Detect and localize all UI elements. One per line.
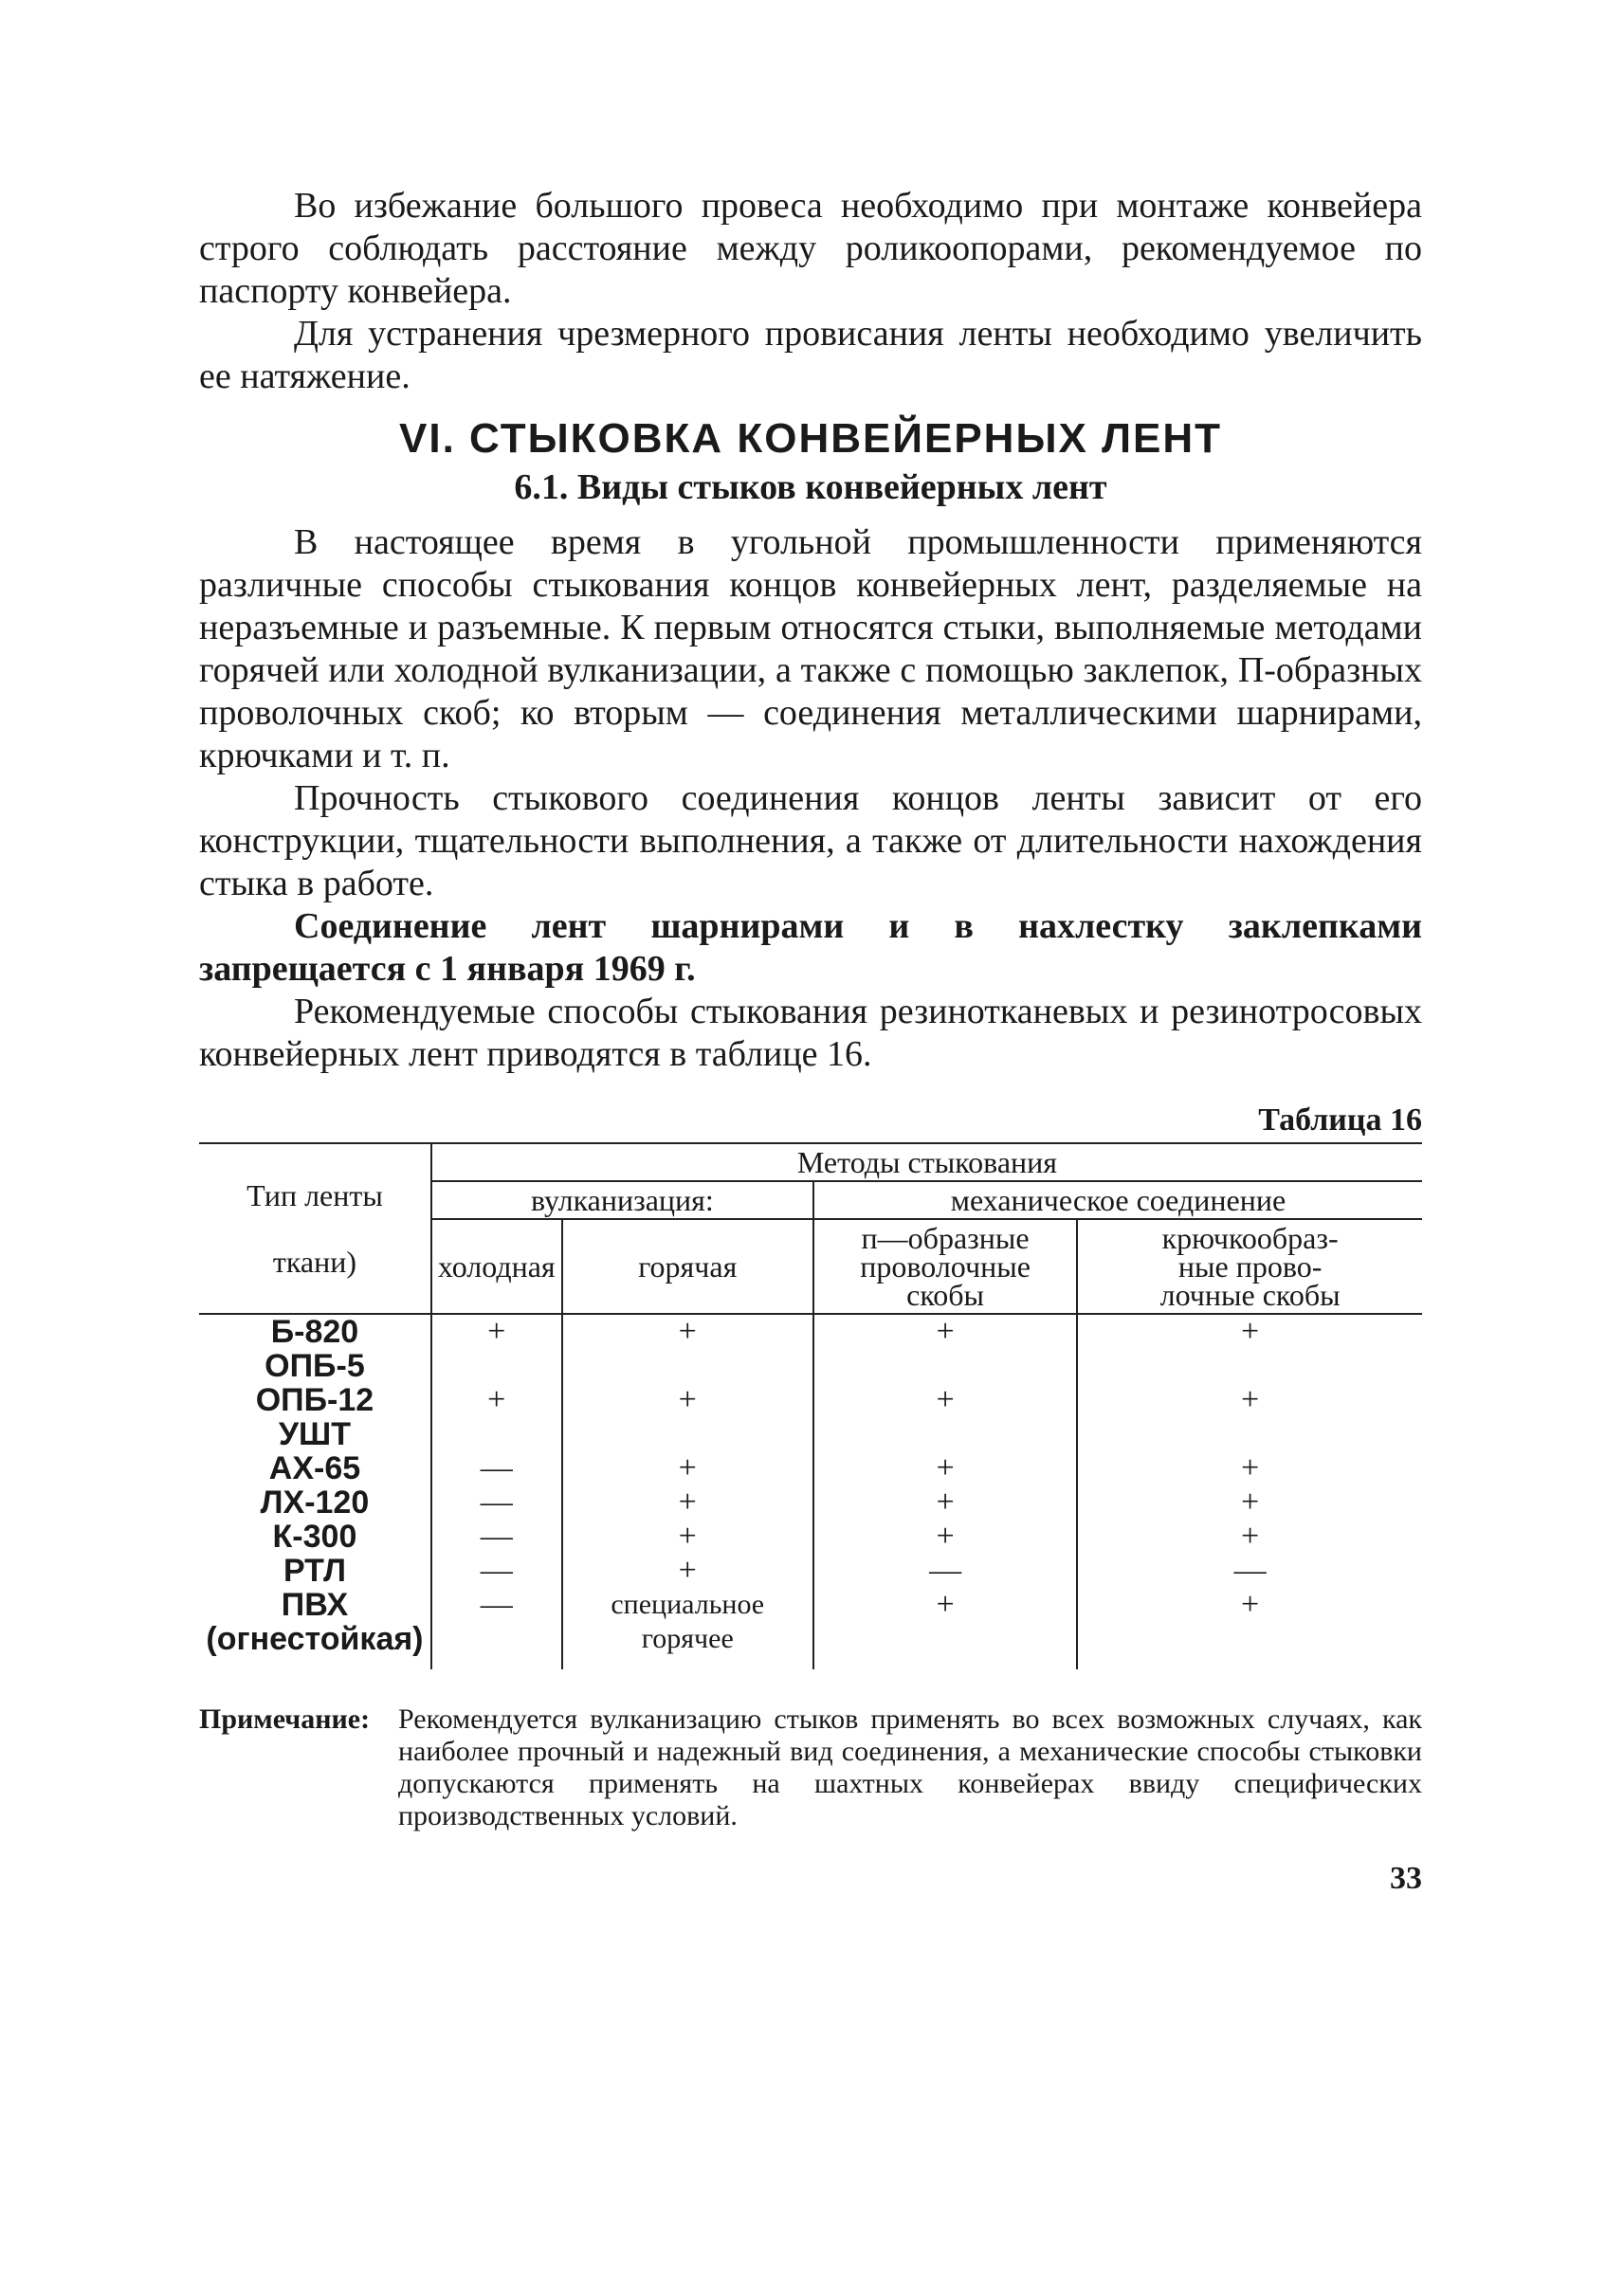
cell-cold: —	[431, 1485, 562, 1520]
cell-p-staples: +	[813, 1520, 1077, 1554]
cell-p-staples	[813, 1349, 1077, 1383]
table-row	[199, 1417, 1422, 1451]
page-number: 33	[1390, 1861, 1422, 1896]
header-belt-type-line-1: Тип ленты	[246, 1178, 383, 1212]
cell-hook-staples: +	[1241, 1484, 1260, 1520]
joining-methods-table	[199, 1142, 1422, 1669]
body-paragraph-2: Прочность стыкового соединения концов ленты зависит от его конструкции, тщательности выполнения, а также от длительности нахождения стыка в работе.	[199, 778, 1422, 903]
cell-p-staples: —	[813, 1554, 1077, 1588]
belt-type: Б-820	[199, 1314, 431, 1349]
header-joining-methods: Методы стыкования	[431, 1143, 1422, 1181]
cell-p-staples: +	[813, 1451, 1077, 1485]
belt-type: АХ-65	[199, 1451, 431, 1485]
belt-type: ЛХ-120	[199, 1485, 431, 1520]
book-page	[199, 185, 1422, 1897]
cell-hook-staples	[1077, 1622, 1422, 1656]
body-paragraph-4: Рекомендуемые способы стыкования резинотканевых и резинотросовых конвейерных лент приводятся в таблице 16.	[199, 992, 1422, 1074]
cell-hot: +	[562, 1485, 813, 1520]
table-row	[199, 1349, 1422, 1383]
cell-hot	[562, 1349, 813, 1383]
cell-hot	[562, 1417, 813, 1451]
cell-hook-staples: +	[1241, 1450, 1260, 1485]
header-belt-type-line-2: ткани)	[272, 1245, 357, 1279]
note-label: Примечание:	[199, 1703, 371, 1735]
cell-hook-staples: —	[1233, 1553, 1267, 1588]
intro-paragraph-1: Во избежание большого провеса необходимо при монтаже конвейера строго соблюдать расстояние между роликоопорами, рекомендуемое по паспорту конвейера.	[199, 186, 1422, 311]
header-vulcanization: вулканизация:	[431, 1181, 813, 1219]
belt-type: УШТ	[199, 1417, 431, 1451]
cell-hook-staples	[1077, 1349, 1422, 1383]
cell-p-staples	[813, 1622, 1077, 1656]
table-row	[199, 1588, 1422, 1622]
cell-cold: —	[431, 1554, 562, 1588]
section-title: VI. СТЫКОВКА КОНВЕЙЕРНЫХ ЛЕНТ	[399, 415, 1222, 462]
cell-hot: +	[562, 1383, 813, 1417]
cell-cold: +	[431, 1383, 562, 1417]
body-paragraph-prohibition: Соединение лент шарнирами и в нахлестку заклепками запрещается с 1 января 1969 г.	[199, 906, 1422, 989]
cell-cold: —	[431, 1588, 562, 1622]
cell-cold: —	[431, 1451, 562, 1485]
belt-type: ПВХ	[199, 1588, 431, 1622]
cell-cold: —	[431, 1520, 562, 1554]
belt-type: (огнестойкая)	[199, 1622, 431, 1656]
table-row	[199, 1520, 1422, 1554]
belt-type: ОПБ-12	[199, 1383, 431, 1417]
table-row	[199, 1622, 1422, 1656]
table-row	[199, 1314, 1422, 1349]
cell-p-staples: +	[813, 1485, 1077, 1520]
cell-p-staples: +	[813, 1588, 1077, 1622]
belt-type: РТЛ	[199, 1554, 431, 1588]
table-spacer-row	[199, 1656, 1422, 1669]
cell-hot: +	[562, 1314, 813, 1349]
cell-p-staples: +	[813, 1383, 1077, 1417]
header-belt-type	[199, 1143, 431, 1314]
cell-p-staples	[813, 1417, 1077, 1451]
cell-cold: +	[431, 1314, 562, 1349]
cell-hook-staples: +	[1241, 1587, 1260, 1622]
table-row	[199, 1451, 1422, 1485]
note-text: Рекомендуется вулканизацию стыков применять во всех возможных случаях, как наиболее прочный и надежный вид соединения, а механические способы стыковки допускаются применять на шахтных конвейерах ввиду специфических производственных условий.	[398, 1703, 1422, 1831]
cell-hot: +	[562, 1554, 813, 1588]
table-row	[199, 1554, 1422, 1588]
intro-paragraph-2: Для устранения чрезмерного провисания ленты необходимо увеличить ее натяжение.	[199, 314, 1422, 396]
header-hot: горячая	[562, 1219, 813, 1314]
cell-hook-staples	[1077, 1417, 1422, 1451]
table-caption: Таблица 16	[1258, 1102, 1422, 1138]
header-cold: холодная	[431, 1219, 562, 1314]
cell-p-staples: +	[813, 1314, 1077, 1349]
cell-hook-staples: +	[1241, 1382, 1260, 1417]
section-subtitle: 6.1. Виды стыков конвейерных лент	[514, 467, 1107, 507]
cell-hook-staples: +	[1241, 1519, 1260, 1554]
header-hook-staples: крючкообраз- ные прово- лочные скобы	[1077, 1219, 1422, 1314]
header-mechanical: механическое соединение	[813, 1181, 1422, 1219]
cell-cold	[431, 1622, 562, 1656]
cell-hot: +	[562, 1520, 813, 1554]
cell-hot: горячее	[562, 1622, 813, 1656]
cell-cold	[431, 1417, 562, 1451]
belt-type: К-300	[199, 1520, 431, 1554]
cell-hot: специальное	[562, 1588, 813, 1622]
table-note	[199, 1703, 1422, 1832]
cell-cold	[431, 1349, 562, 1383]
belt-type: ОПБ-5	[199, 1349, 431, 1383]
cell-hook-staples: +	[1241, 1314, 1260, 1349]
table-row	[199, 1383, 1422, 1417]
body-paragraph-1: В настоящее время в угольной промышленности применяются различные способы стыкования концов конвейерных лент, разделяемые на неразъемные и разъемные. К первым относятся стыки, выполняемые методами горячей или холодной вулканизации, а также с помощью заклепок, П-образных проволочных скоб; ко вторым — соединения металлическими шарнирами, крючками и т. п.	[199, 522, 1422, 775]
header-p-staples: п—образные проволочные скобы	[813, 1219, 1077, 1314]
table-row	[199, 1485, 1422, 1520]
cell-hot: +	[562, 1451, 813, 1485]
